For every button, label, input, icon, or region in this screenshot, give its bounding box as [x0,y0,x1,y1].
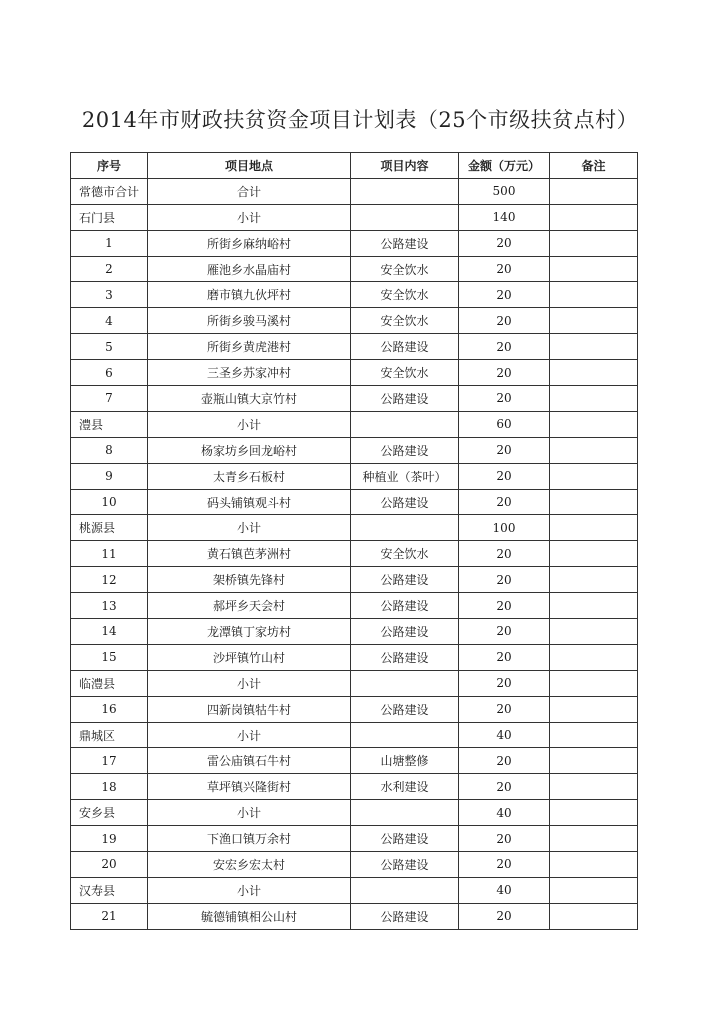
cell-location: 太青乡石板村 [148,463,351,489]
cell-location: 三圣乡苏家冲村 [148,360,351,386]
cell-serial: 常德市合计 [71,178,148,204]
cell-location: 黄石镇芭茅洲村 [148,541,351,567]
cell-location: 沙坪镇竹山村 [148,644,351,670]
table-row [71,593,638,619]
table-row [71,877,638,903]
cell-amount: 140 [459,204,550,230]
cell-amount: 20 [459,696,550,722]
cell-serial: 鼎城区 [71,722,148,748]
cell-amount: 20 [459,282,550,308]
cell-content: 安全饮水 [351,360,459,386]
cell-content: 公路建设 [351,593,459,619]
table-row [71,748,638,774]
cell-amount: 20 [459,360,550,386]
table-row [71,463,638,489]
cell-location: 四新岗镇牯牛村 [148,696,351,722]
cell-content: 公路建设 [351,386,459,412]
cell-content: 公路建设 [351,619,459,645]
cell-note [550,515,638,541]
cell-content [351,204,459,230]
cell-serial: 16 [71,696,148,722]
header-serial: 序号 [71,153,148,179]
cell-serial: 15 [71,644,148,670]
cell-serial: 澧县 [71,411,148,437]
cell-amount: 20 [459,852,550,878]
cell-serial: 石门县 [71,204,148,230]
cell-location: 小计 [148,800,351,826]
cell-serial: 安乡县 [71,800,148,826]
cell-note [550,386,638,412]
cell-amount: 40 [459,877,550,903]
cell-amount: 20 [459,567,550,593]
table-row [71,852,638,878]
cell-note [550,852,638,878]
table-row [71,437,638,463]
cell-serial: 6 [71,360,148,386]
cell-serial: 5 [71,334,148,360]
cell-amount: 20 [459,334,550,360]
cell-content: 种植业（茶叶） [351,463,459,489]
cell-note [550,593,638,619]
cell-amount: 20 [459,308,550,334]
cell-content: 水利建设 [351,774,459,800]
cell-serial: 17 [71,748,148,774]
cell-content: 安全饮水 [351,308,459,334]
cell-note [550,463,638,489]
cell-serial: 13 [71,593,148,619]
cell-note [550,411,638,437]
table-row [71,411,638,437]
cell-amount: 60 [459,411,550,437]
cell-note [550,334,638,360]
cell-note [550,748,638,774]
cell-content: 安全饮水 [351,256,459,282]
cell-content: 山塘整修 [351,748,459,774]
cell-content: 公路建设 [351,334,459,360]
cell-content: 公路建设 [351,230,459,256]
cell-note [550,360,638,386]
cell-content: 公路建设 [351,852,459,878]
table-row [71,696,638,722]
cell-note [550,282,638,308]
table-header-row [71,153,638,179]
cell-location: 草坪镇兴隆街村 [148,774,351,800]
cell-amount: 20 [459,256,550,282]
cell-amount: 20 [459,670,550,696]
cell-content: 公路建设 [351,644,459,670]
cell-note [550,644,638,670]
table-row [71,800,638,826]
cell-note [550,696,638,722]
cell-serial: 临澧县 [71,670,148,696]
cell-content: 安全饮水 [351,282,459,308]
cell-location: 磨市镇九伙坪村 [148,282,351,308]
cell-content [351,800,459,826]
cell-content: 公路建设 [351,826,459,852]
cell-serial: 14 [71,619,148,645]
cell-content [351,411,459,437]
table-row [71,515,638,541]
cell-amount: 40 [459,722,550,748]
cell-serial: 3 [71,282,148,308]
page-title: 2014年市财政扶贫资金项目计划表（25个市级扶贫点村） [81,108,639,132]
table-row [71,178,638,204]
cell-serial: 9 [71,463,148,489]
cell-serial: 7 [71,386,148,412]
cell-note [550,826,638,852]
cell-location: 安宏乡宏太村 [148,852,351,878]
table-row [71,774,638,800]
cell-note [550,256,638,282]
cell-serial: 21 [71,903,148,929]
cell-location: 小计 [148,204,351,230]
cell-amount: 20 [459,541,550,567]
cell-serial: 2 [71,256,148,282]
cell-location: 合计 [148,178,351,204]
table-row [71,230,638,256]
cell-amount: 20 [459,593,550,619]
cell-location: 小计 [148,877,351,903]
cell-note [550,670,638,696]
cell-note [550,567,638,593]
table-row [71,308,638,334]
table-row [71,619,638,645]
cell-amount: 20 [459,748,550,774]
table-row [71,204,638,230]
cell-serial: 20 [71,852,148,878]
cell-location: 所街乡麻纳峪村 [148,230,351,256]
table-row [71,256,638,282]
cell-content: 公路建设 [351,567,459,593]
cell-content: 公路建设 [351,696,459,722]
cell-note [550,541,638,567]
cell-note [550,722,638,748]
cell-content [351,670,459,696]
cell-location: 壶瓶山镇大京竹村 [148,386,351,412]
cell-location: 所街乡骏马溪村 [148,308,351,334]
table-row [71,670,638,696]
cell-serial: 1 [71,230,148,256]
cell-amount: 500 [459,178,550,204]
table-row [71,360,638,386]
cell-amount: 20 [459,463,550,489]
cell-location: 小计 [148,411,351,437]
cell-amount: 20 [459,619,550,645]
cell-location: 架桥镇先锋村 [148,567,351,593]
cell-location: 下渔口镇万余村 [148,826,351,852]
cell-serial: 19 [71,826,148,852]
table-row [71,386,638,412]
header-location: 项目地点 [148,153,351,179]
cell-amount: 40 [459,800,550,826]
cell-location: 雁池乡水晶庙村 [148,256,351,282]
cell-serial: 汉寿县 [71,877,148,903]
cell-note [550,619,638,645]
cell-location: 毓德铺镇相公山村 [148,903,351,929]
cell-content [351,877,459,903]
cell-note [550,437,638,463]
cell-amount: 20 [459,644,550,670]
cell-location: 所街乡黄虎港村 [148,334,351,360]
cell-note [550,800,638,826]
cell-location: 小计 [148,515,351,541]
table-row [71,644,638,670]
cell-amount: 20 [459,826,550,852]
cell-serial: 桃源县 [71,515,148,541]
table-row [71,334,638,360]
cell-note [550,230,638,256]
header-amount: 金额（万元） [459,153,550,179]
cell-location: 码头铺镇观斗村 [148,489,351,515]
cell-location: 小计 [148,722,351,748]
cell-serial: 12 [71,567,148,593]
table-body [71,178,638,929]
cell-amount: 20 [459,230,550,256]
cell-note [550,877,638,903]
cell-serial: 4 [71,308,148,334]
cell-location: 龙潭镇丁家坊村 [148,619,351,645]
cell-amount: 100 [459,515,550,541]
table-row [71,826,638,852]
cell-content [351,178,459,204]
cell-content: 安全饮水 [351,541,459,567]
cell-serial: 11 [71,541,148,567]
cell-content: 公路建设 [351,903,459,929]
cell-content: 公路建设 [351,489,459,515]
cell-amount: 20 [459,386,550,412]
cell-content [351,515,459,541]
cell-note [550,903,638,929]
cell-serial: 8 [71,437,148,463]
cell-serial: 18 [71,774,148,800]
table-row [71,567,638,593]
cell-location: 小计 [148,670,351,696]
cell-amount: 20 [459,437,550,463]
funding-table [70,152,638,930]
cell-amount: 20 [459,489,550,515]
cell-note [550,489,638,515]
table-row [71,903,638,929]
header-content: 项目内容 [351,153,459,179]
cell-content: 公路建设 [351,437,459,463]
cell-location: 郝坪乡天会村 [148,593,351,619]
table-row [71,489,638,515]
cell-serial: 10 [71,489,148,515]
header-note: 备注 [550,153,638,179]
cell-note [550,204,638,230]
cell-note [550,308,638,334]
table-row [71,722,638,748]
table-row [71,282,638,308]
cell-note [550,774,638,800]
table-row [71,541,638,567]
cell-location: 雷公庙镇石牛村 [148,748,351,774]
cell-amount: 20 [459,774,550,800]
cell-location: 杨家坊乡回龙峪村 [148,437,351,463]
cell-note [550,178,638,204]
cell-amount: 20 [459,903,550,929]
cell-content [351,722,459,748]
